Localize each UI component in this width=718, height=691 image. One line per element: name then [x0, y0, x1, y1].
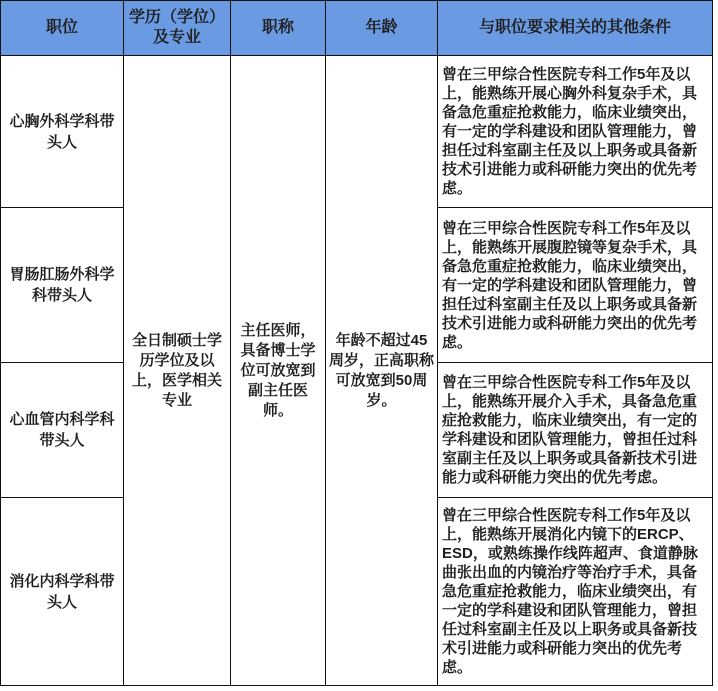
cell-requirements-4: 曾在三甲综合性医院专科工作5年及以上，能熟练开展消化内镜下的ERCP、ESD，或熟练操作线阵超声、食道静脉曲张出血的内镜治疗等治疗手术，具备急危重症抢救能力，临床业绩突出，有一定的学科建设和团队管理能力，曾担任过科室副主任及以上职务或具备新技术引进能力或科研能力突出的优先考虑。: [438, 498, 713, 686]
cell-requirements-3: 曾在三甲综合性医院专科工作5年及以上，能熟练开展介入手术，具备急危重症抢救能力，临床业绩突出，有一定的学科建设和团队管理能力，曾担任过科室副主任及以上职务或具备新技术引进能力或科研能力突出的优先考虑。: [438, 363, 713, 498]
cell-position-3: 心血管内科学科带头人: [1, 363, 124, 498]
header-title: 职称: [231, 1, 326, 56]
table-row: [1, 56, 713, 208]
cell-title-merged: 主任医师，具备博士学位可放宽到副主任医师。: [231, 56, 326, 686]
header-row: [1, 1, 713, 56]
cell-position-2: 胃肠肛肠外科学科带头人: [1, 208, 124, 363]
cell-position-4: 消化内科学科带头人: [1, 498, 124, 686]
cell-requirements-1: 曾在三甲综合性医院专科工作5年及以上，能熟练开展心胸外科复杂手术，具备急危重症抢救能力，临床业绩突出，有一定的学科建设和团队管理能力，曾担任过科室副主任及以上职务或具备新技术引进能力或科研能力突出的优先考虑。: [438, 56, 713, 208]
cell-age-merged: 年龄不超过45周岁，正高职称可放宽到50周岁。: [326, 56, 438, 686]
header-position: 职位: [1, 1, 124, 56]
header-age: 年龄: [326, 1, 438, 56]
cell-education-merged: 全日制硕士学历学位及以上，医学相关专业: [124, 56, 231, 686]
cell-position-1: 心胸外科学科带头人: [1, 56, 124, 208]
header-education: 学历（学位）及专业: [124, 1, 231, 56]
cell-requirements-2: 曾在三甲综合性医院专科工作5年及以上，能熟练开展腹腔镜等复杂手术，具备急危重症抢救能力，临床业绩突出，有一定的学科建设和团队管理能力，曾担任过科室副主任及以上职务或具备新技术引进能力或科研能力突出的优先考虑。: [438, 208, 713, 363]
header-other-requirements: 与职位要求相关的其他条件: [438, 1, 713, 56]
